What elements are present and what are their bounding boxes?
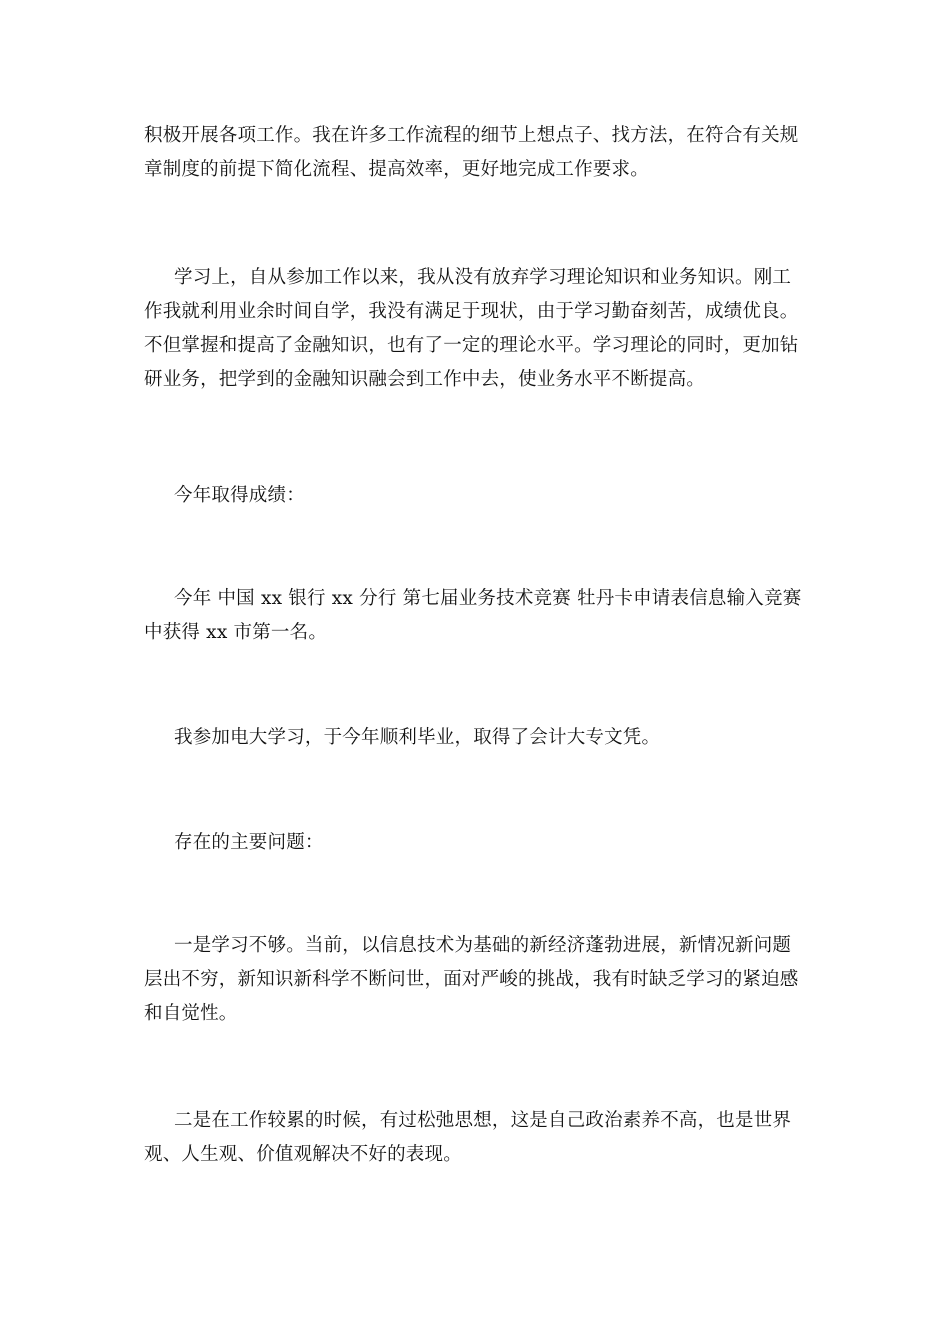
paragraph-problem-two: 二是在工作较累的时候，有过松弛思想，这是自己政治素养不高，也是世界观、人生观、价值观解决不好的表现。: [144, 1110, 792, 1165]
heading-achievements: 今年取得成绩：: [174, 485, 305, 506]
paragraph-study: 学习上，自从参加工作以来，我从没有放弃学习理论知识和业务知识。刚工作我就利用业余时间自学，我没有满足于现状，由于学习勤奋刻苦，成绩优良。不但掌握和提高了金融知识，也有了一定的理论水平。学习理论的同时，更加钻研业务，把学到的金融知识融会到工作中去，使业务水平不断提高。: [144, 267, 799, 390]
paragraph-continuation: 积极开展各项工作。我在许多工作流程的细节上想点子、找方法，在符合有关规章制度的前提下简化流程、提高效率，更好地完成工作要求。: [144, 125, 799, 180]
paragraph-competition: 今年 中国 xx 银行 xx 分行 第七届业务技术竞赛 牡丹卡申请表信息输入竞赛 中获得 xx 市第一名。: [144, 588, 802, 643]
heading-problems: 存在的主要问题：: [174, 832, 324, 853]
paragraph-problem-one: 一是学习不够。当前，以信息技术为基础的新经济蓬勃进展，新情况新问题层出不穷，新知识新科学不断问世，面对严峻的挑战，我有时缺乏学习的紧迫感和自觉性。: [144, 935, 799, 1024]
paragraph-graduation: 我参加电大学习，于今年顺利毕业，取得了会计大专文凭。: [174, 727, 661, 748]
